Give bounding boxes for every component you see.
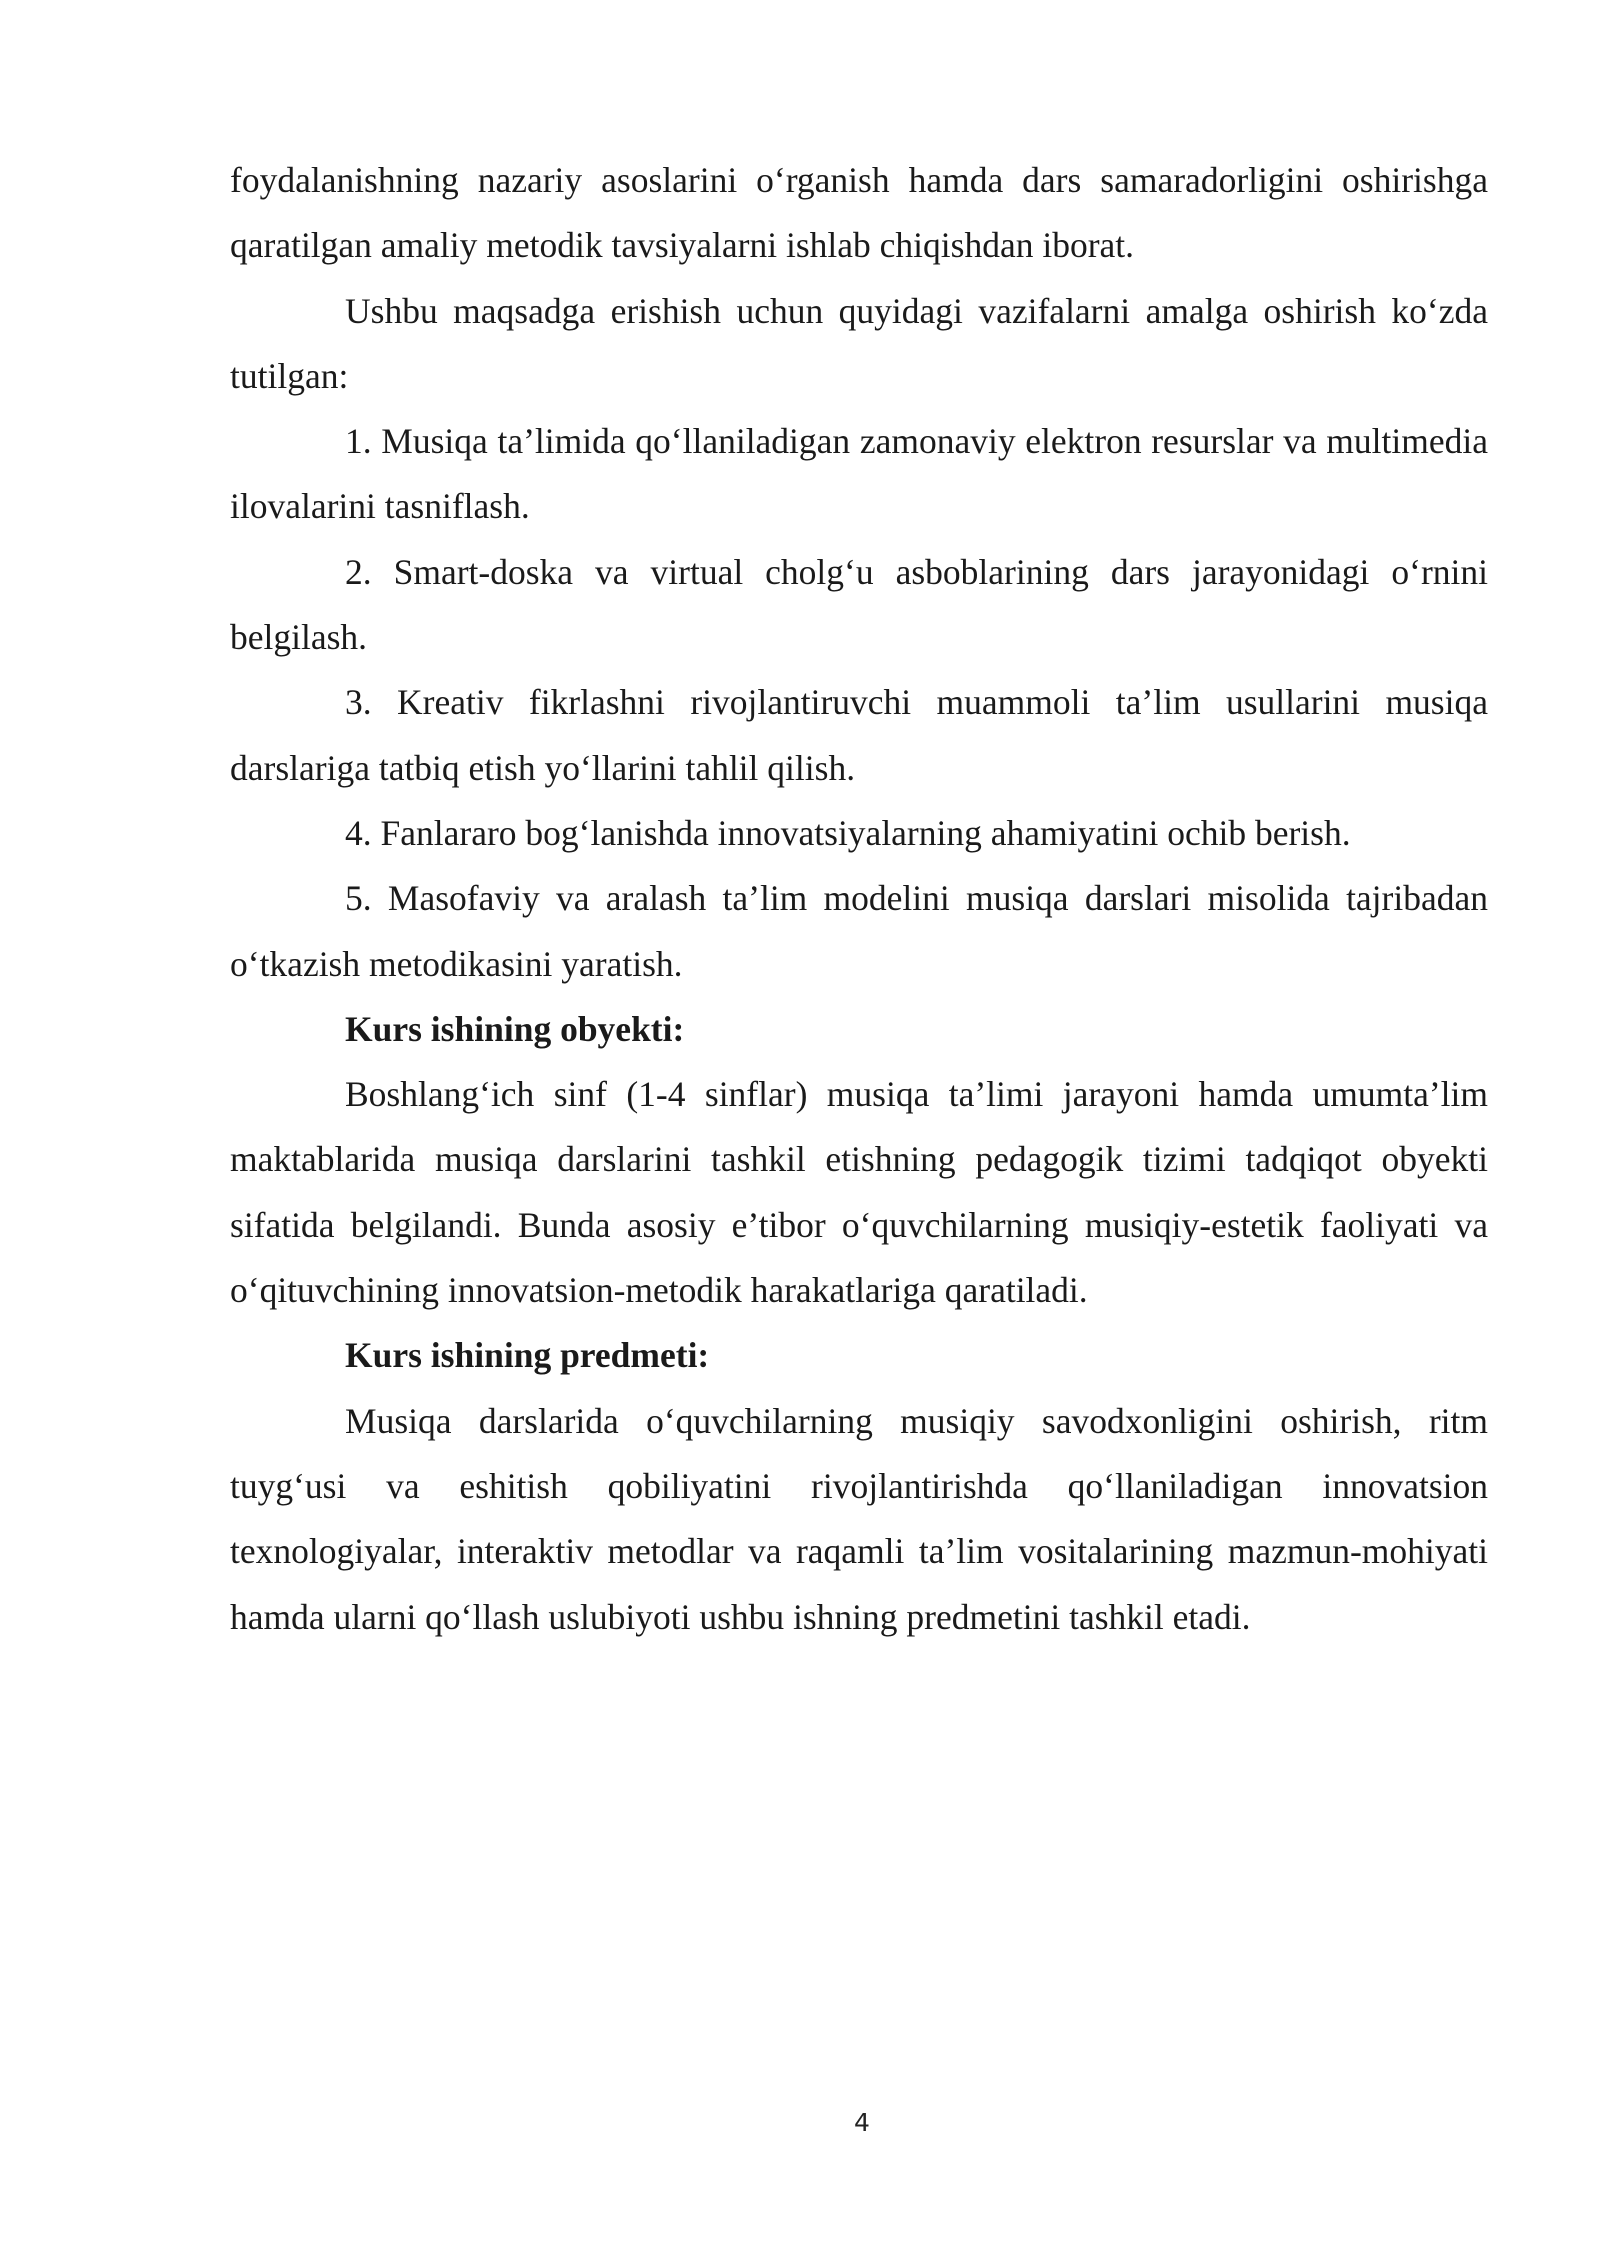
paragraph-tasks-intro: Ushbu maqsadga erishish uchun quyidagi vazifalarni amalga oshirish ko‘zda tutilgan:: [230, 290, 1488, 396]
heading-object: Kurs ishining obyekti:: [345, 1008, 685, 1049]
page-number: 4: [854, 2108, 870, 2137]
paragraph-continuation: foydalanishning nazariy asoslarini o‘rganish hamda dars samaradorligini oshirishga qaratilgan amaliy metodik tavsiyalarni ishlab chiqishdan iborat.: [230, 160, 1488, 266]
paragraph-object: Boshlang‘ich sinf (1-4 sinflar) musiqa ta’limi jarayoni hamda umumta’lim maktablarida musiqa darslarini tashkil etishning pedagogik tizimi tadqiqot obyekti sifatida belgilandi. Bunda asosiy e’tibor o‘quvchilarning musiqiy-estetik faoliyati va o‘qituvchining innovatsion-metodik harakatlariga qaratiladi.: [230, 1074, 1488, 1311]
document-body: [230, 148, 1488, 1650]
task-item-5: 5. Masofaviy va aralash ta’lim modelini musiqa darslari misolida tajribadan o‘tkazish metodikasini yaratish.: [230, 878, 1488, 984]
paragraph-subject: Musiqa darslarida o‘quvchilarning musiqiy savodxonligini oshirish, ritm tuyg‘usi va eshitish qobiliyatini rivojlantirishda qo‘llaniladigan innovatsion texnologiyalar, interaktiv metodlar va raqamli ta’lim vositalarining mazmun-mohiyati hamda ularni qo‘llash uslubiyoti ushbu ishning predmetini tashkil etadi.: [230, 1400, 1488, 1637]
task-item-1: 1. Musiqa ta’limida qo‘llaniladigan zamonaviy elektron resurslar va multimedia ilovalarini tasniflash.: [230, 421, 1488, 527]
task-item-4: 4. Fanlararo bog‘lanishda innovatsiyalarning ahamiyatini ochib berish.: [345, 812, 1351, 853]
task-item-2: 2. Smart-doska va virtual cholg‘u asboblarining dars jarayonidagi o‘rnini belgilash.: [230, 551, 1488, 658]
heading-subject: Kurs ishining predmeti:: [345, 1335, 710, 1376]
task-item-3: 3. Kreativ fikrlashni rivojlantiruvchi muammoli ta’lim usullarini musiqa darslariga tatbiq etish yo‘llarini tahlil qilish.: [230, 682, 1488, 788]
